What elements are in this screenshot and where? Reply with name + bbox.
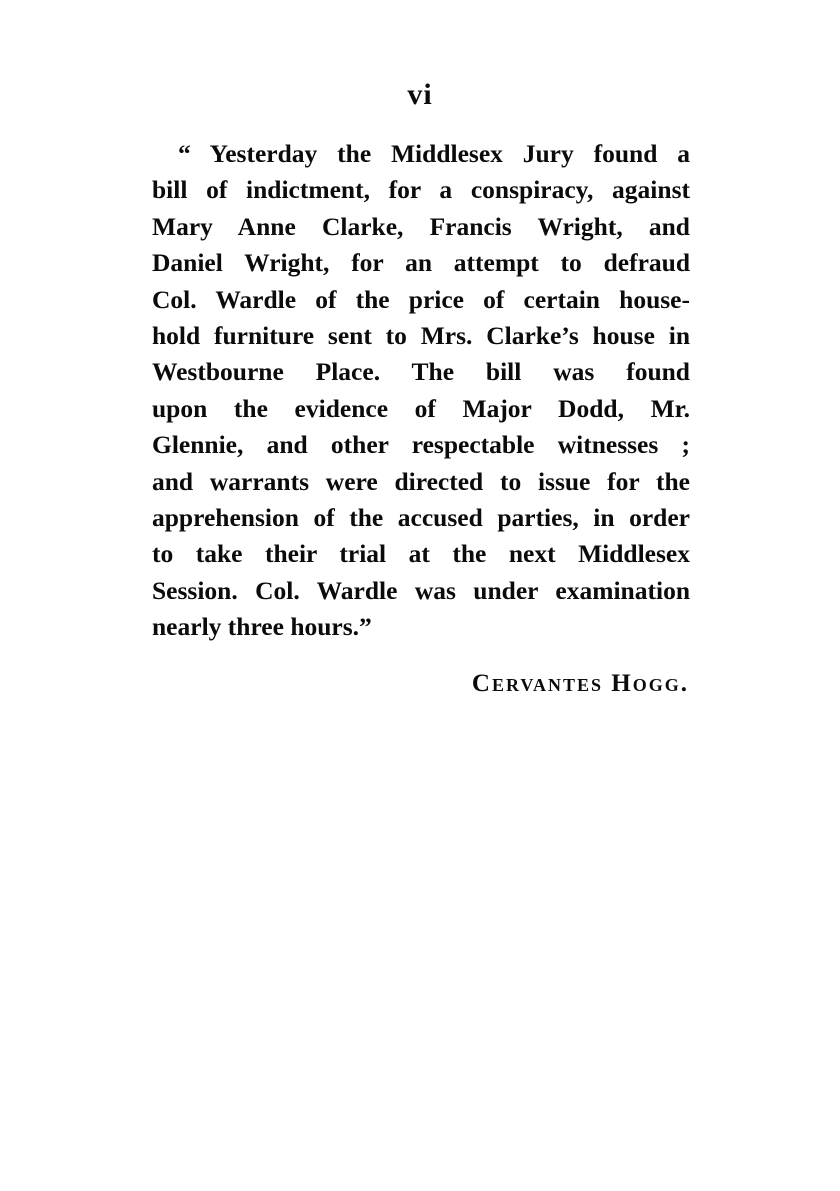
text-line: Session. Col. Wardle was under examination bbox=[152, 575, 690, 605]
text-line: Col. Wardle of the price of certain house- bbox=[152, 284, 690, 314]
text-line: to take their trial at the next Middlesex bbox=[152, 539, 690, 569]
text-line: nearly three hours.” bbox=[152, 612, 372, 642]
text-line: Daniel Wright, for an attempt to defraud bbox=[152, 248, 690, 278]
text-line: and warrants were directed to issue for the bbox=[152, 466, 690, 496]
text-line: Mary Anne Clarke, Francis Wright, and bbox=[152, 211, 690, 241]
text-line: Glennie, and other respectable witnesses ; bbox=[152, 430, 690, 460]
text-line: apprehension of the accused parties, in order bbox=[152, 502, 690, 532]
text-line: hold furniture sent to Mrs. Clarke’s house in bbox=[152, 320, 690, 350]
page-number: vi bbox=[407, 78, 433, 111]
author-signature: Cervantes Hogg. bbox=[471, 670, 689, 697]
text-line: upon the evidence of Major Dodd, Mr. bbox=[152, 393, 690, 423]
text-line: bill of indictment, for a conspiracy, against bbox=[152, 175, 690, 205]
text-line: “ Yesterday the Middlesex Jury found a bbox=[178, 139, 690, 168]
text-line: Westbourne Place. The bill was found bbox=[152, 357, 690, 387]
quoted-newspaper-passage bbox=[152, 136, 690, 645]
